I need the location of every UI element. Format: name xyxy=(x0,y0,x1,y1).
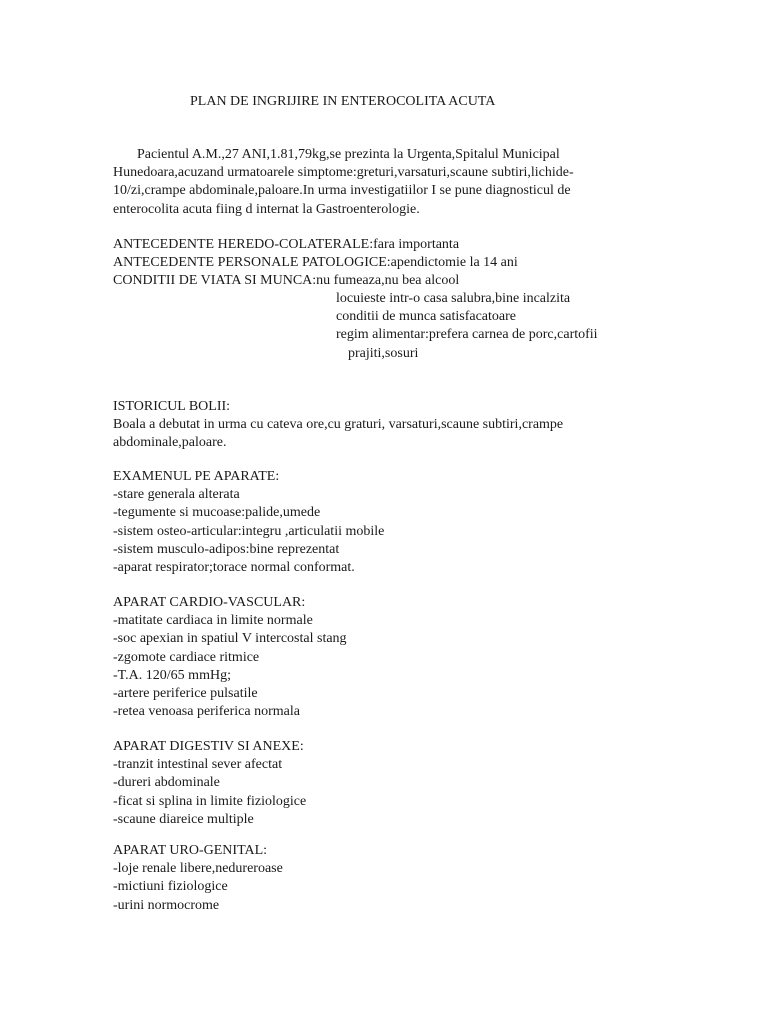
section-line: -sistem musculo-adipos:bine reprezentat xyxy=(113,541,340,557)
section-line: -artere periferice pulsatile xyxy=(113,686,258,702)
section-line: -matitate cardiaca in limite normale xyxy=(113,613,313,629)
section-line: -mictiuni fiziologice xyxy=(113,879,228,895)
document-title: PLAN DE INGRIJIRE IN ENTEROCOLITA ACUTA xyxy=(190,94,496,109)
antecedents-block xyxy=(113,236,518,291)
section-line: -zgomote cardiace ritmice xyxy=(113,649,260,665)
intro-line: Pacientul A.M.,27 ANI,1.81,79kg,se prezinta la Urgenta,Spitalul Municipal xyxy=(137,147,560,162)
section-line: -T.A. 120/65 mmHg; xyxy=(113,667,231,683)
conditii-line: prajiti,sosuri xyxy=(348,345,419,361)
section-line: -aparat respirator;torace normal conformat. xyxy=(113,560,355,576)
section-line: -tegumente si mucoase:palide,umede xyxy=(113,505,321,521)
conditii-viata-munca: CONDITII DE VIATA SI MUNCA:nu fumeaza,nu bea alcool xyxy=(113,273,460,289)
intro-line: 10/zi,crampe abdominale,paloare.In urma investigatiilor I se pune diagnosticul de xyxy=(113,183,571,199)
section-uro xyxy=(113,842,283,915)
section-line: -tranzit intestinal sever afectat xyxy=(113,757,283,773)
heredo-colaterale: ANTECEDENTE HEREDO-COLATERALE:fara importanta xyxy=(113,237,460,252)
personale-patologice: ANTECEDENTE PERSONALE PATOLOGICE:apendictomie la 14 ani xyxy=(113,255,518,271)
section-line: -urini normocrome xyxy=(113,897,220,913)
section-heading: APARAT DIGESTIV SI ANEXE: xyxy=(113,739,304,754)
intro-line: enterocolita acuta fiing d internat la Gastroenterologie. xyxy=(113,201,420,217)
conditii-details xyxy=(336,290,598,363)
conditii-line: conditii de munca satisfacatoare xyxy=(336,309,516,325)
section-examen xyxy=(113,468,384,577)
section-line: -stare generala alterata xyxy=(113,487,240,503)
section-heading: APARAT CARDIO-VASCULAR: xyxy=(113,595,306,610)
section-line: -ficat si splina in limite fiziologice xyxy=(113,793,307,809)
section-istoric xyxy=(113,398,563,453)
section-line: -soc apexian in spatiul V intercostal stang xyxy=(113,631,347,647)
section-line: abdominale,paloare. xyxy=(113,435,227,451)
section-line: -dureri abdominale xyxy=(113,775,220,791)
section-line: Boala a debutat in urma cu cateva ore,cu graturi, varsaturi,scaune subtiri,crampe xyxy=(113,417,564,433)
conditii-line: regim alimentar:prefera carnea de porc,cartofii xyxy=(336,327,598,343)
intro-line: Hunedoara,acuzand urmatoarele simptome:greturi,varsaturi,scaune subtiri,lichide- xyxy=(113,165,574,181)
section-digestiv xyxy=(113,738,306,829)
section-heading: ISTORICUL BOLII: xyxy=(113,399,231,414)
section-line: -scaune diareice multiple xyxy=(113,811,254,827)
section-cardio xyxy=(113,594,347,721)
section-heading: EXAMENUL PE APARATE: xyxy=(113,469,280,484)
section-heading: APARAT URO-GENITAL: xyxy=(113,843,268,858)
section-line: -retea venoasa periferica normala xyxy=(113,704,300,720)
conditii-line: locuieste intr-o casa salubra,bine incalzita xyxy=(336,291,571,306)
section-line: -sistem osteo-articular:integru ,articulatii mobile xyxy=(113,523,385,539)
intro-paragraph xyxy=(113,146,613,219)
section-line: -loje renale libere,nedureroase xyxy=(113,861,283,877)
